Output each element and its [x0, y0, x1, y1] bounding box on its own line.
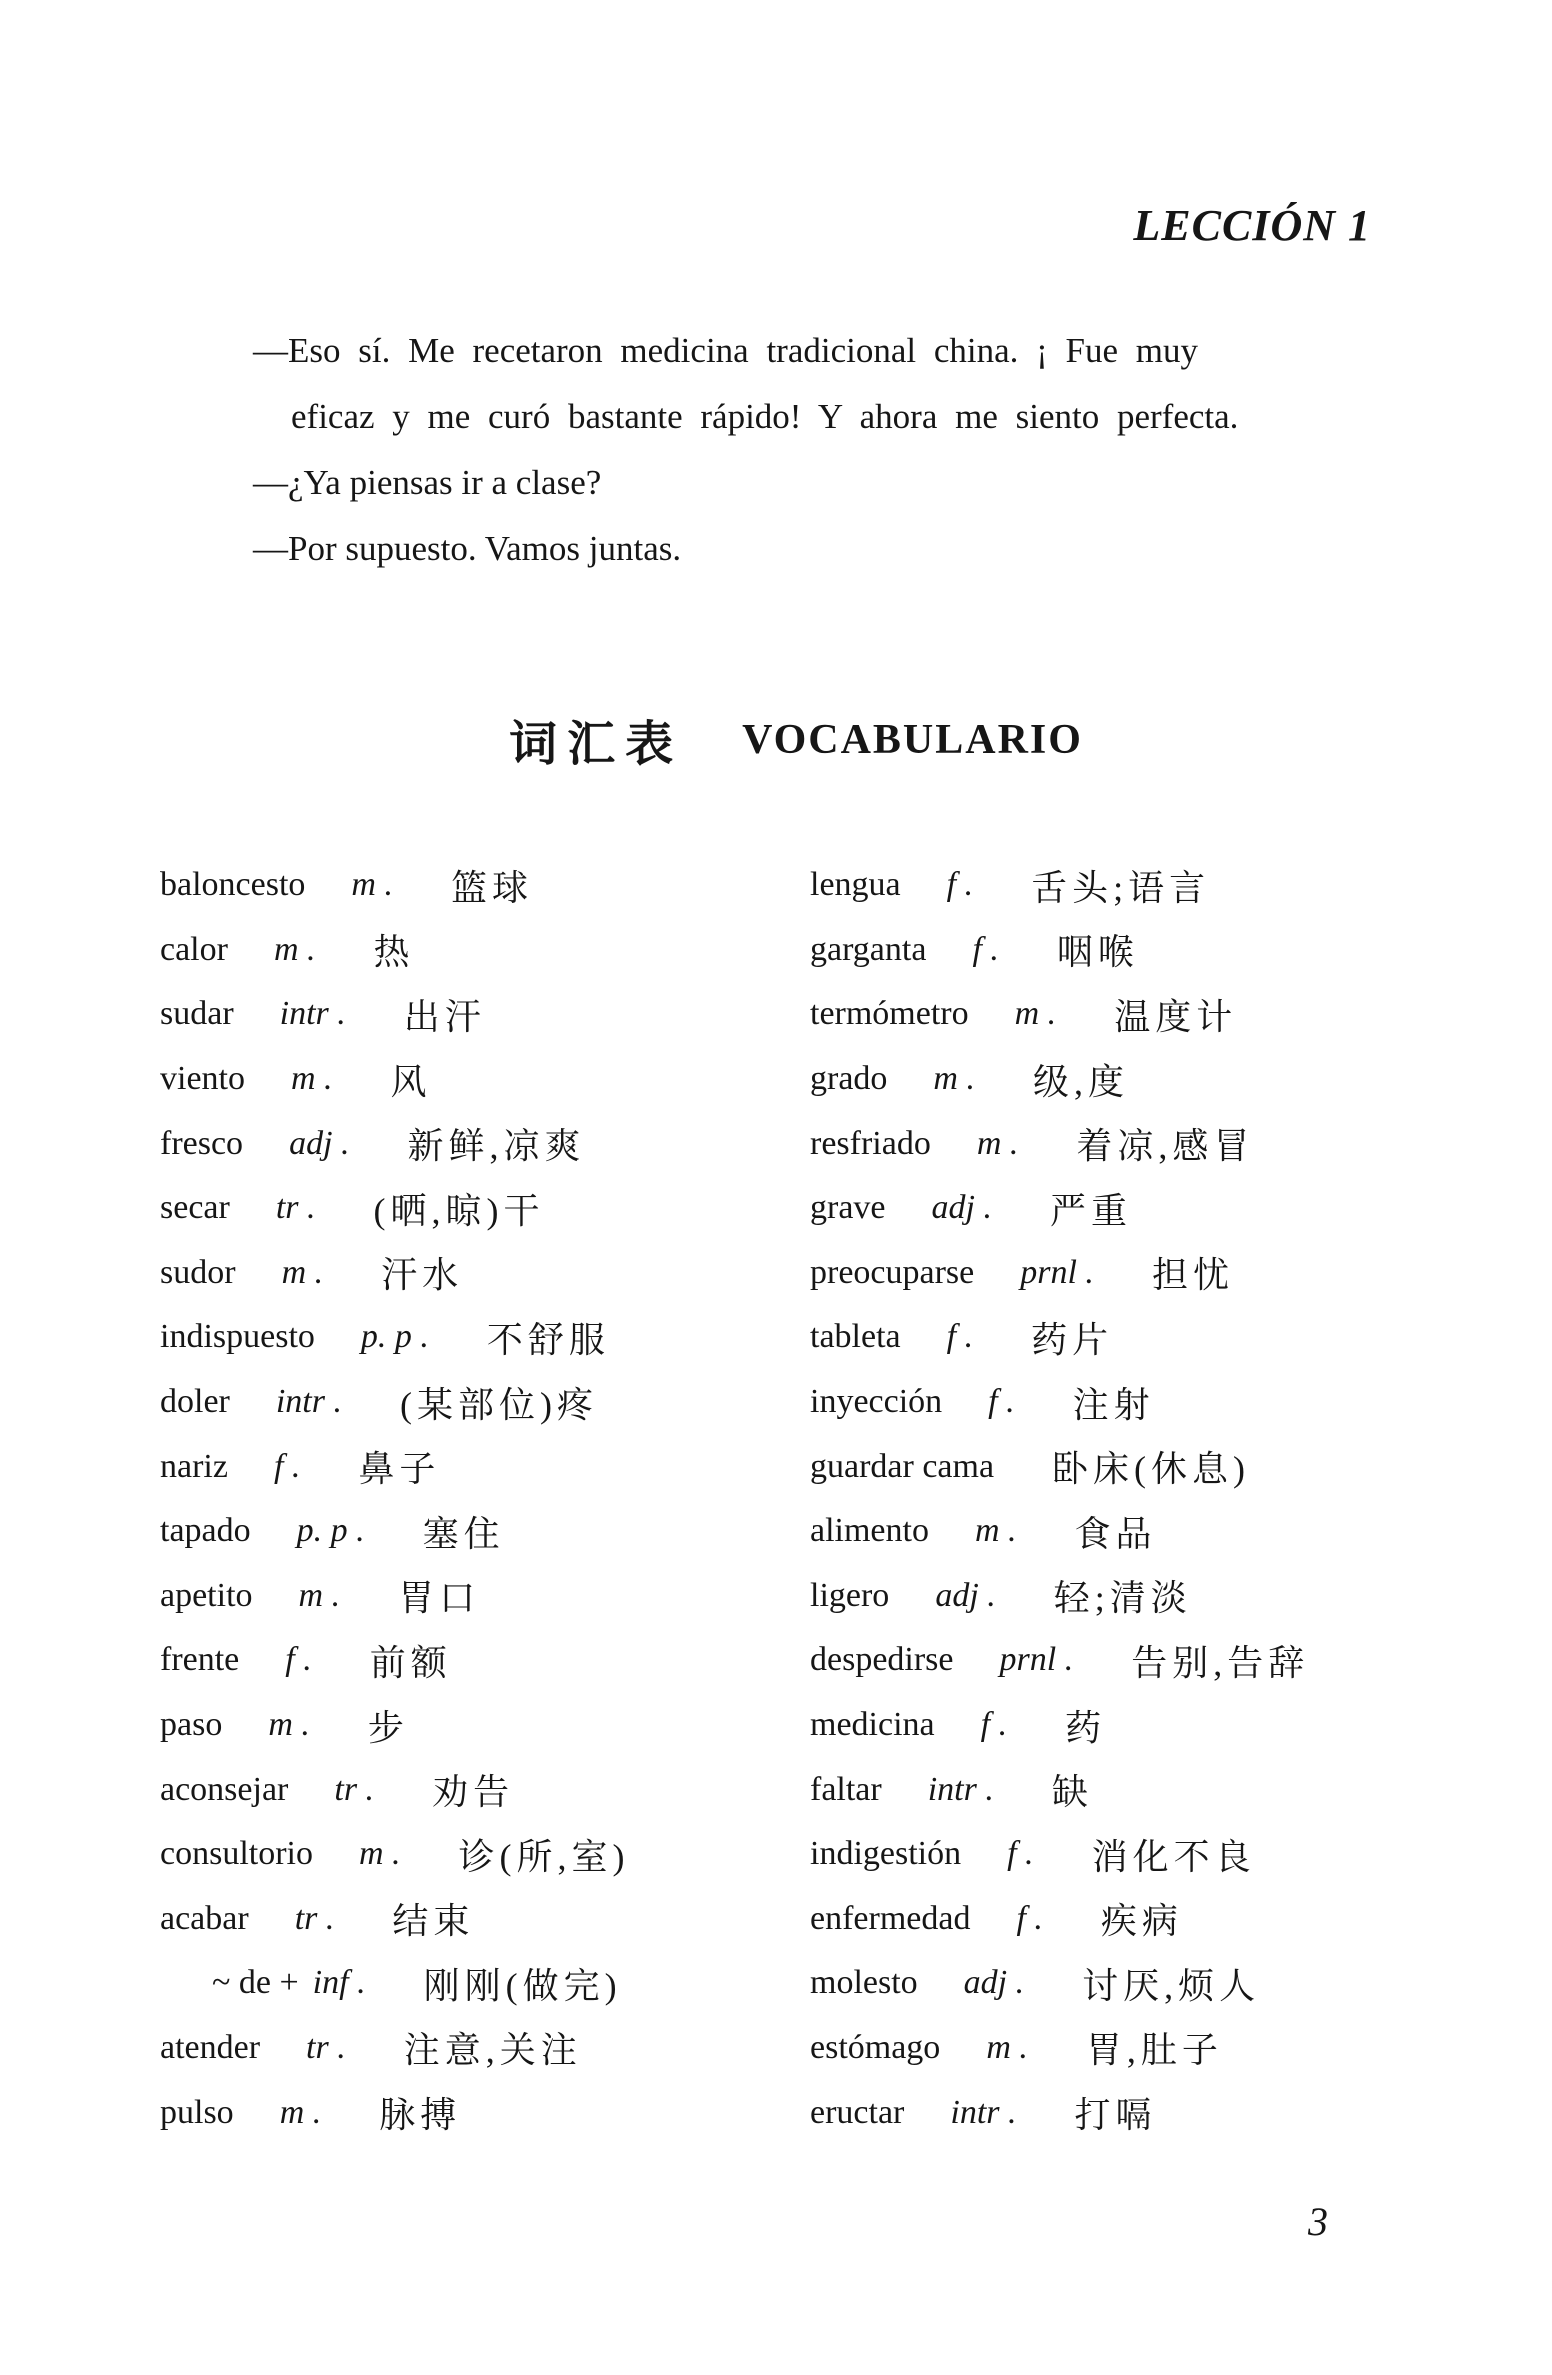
- vocab-gloss-chinese: 诊(所,室): [458, 1836, 630, 1877]
- vocab-gloss-chinese: 级,度: [1032, 1061, 1129, 1102]
- vocab-entry: [810, 1047, 1470, 1112]
- vocab-gloss-chinese: 着凉,感冒: [1076, 1126, 1255, 1167]
- vocab-entry: [160, 2080, 800, 2145]
- vocab-category: inf .: [312, 1964, 366, 2002]
- vocab-word: ligero: [810, 1576, 890, 1614]
- vocab-word: atender: [160, 2028, 261, 2066]
- vocab-category: m .: [351, 866, 393, 904]
- vocab-gloss-chinese: (某部位)疼: [399, 1384, 598, 1425]
- dialogue-line: —¿Ya piensas ir a clase?: [253, 463, 602, 502]
- vocab-gloss-chinese: 热: [373, 932, 415, 973]
- vocab-category: tr .: [306, 2028, 346, 2066]
- vocab-gloss-chinese: 不舒服: [486, 1319, 610, 1360]
- vocab-gloss-chinese: 汗水: [381, 1255, 464, 1296]
- vocab-entry: [810, 1111, 1470, 1176]
- vocab-word: paso: [160, 1706, 223, 1744]
- vocab-gloss-chinese: 注射: [1072, 1384, 1155, 1425]
- vocab-entry: [810, 1887, 1470, 1952]
- vocab-category: p. p .: [360, 1318, 429, 1356]
- vocab-category: adj .: [963, 1964, 1025, 2002]
- vocab-word: faltar: [810, 1770, 882, 1808]
- vocab-entry: [810, 2016, 1470, 2081]
- vocab-word: indispuesto: [160, 1318, 315, 1356]
- vocab-word: consultorio: [160, 1835, 313, 1873]
- dialogue-line: eficaz y me curó bastante rápido! Y ahora me siento perfecta.: [291, 397, 1239, 436]
- vocab-category: adj .: [935, 1576, 996, 1614]
- vocab-entry: [810, 1499, 1470, 1564]
- vocab-word: grado: [810, 1060, 888, 1098]
- vocab-word: tableta: [810, 1318, 901, 1356]
- vocab-category: f .: [1016, 1899, 1043, 1937]
- vocab-category: adj .: [289, 1124, 350, 1162]
- vocab-entry: [160, 1047, 800, 1112]
- vocab-gloss-chinese: 劝告: [432, 1772, 515, 1813]
- vocab-entry: [810, 853, 1470, 918]
- vocab-category: f .: [285, 1641, 312, 1679]
- vocab-word: doler: [160, 1383, 230, 1421]
- vocab-word: alimento: [810, 1512, 929, 1550]
- vocab-entry: [160, 1111, 800, 1176]
- vocab-category: intr .: [950, 2093, 1017, 2131]
- vocab-gloss-chinese: 担忧: [1151, 1255, 1234, 1296]
- vocab-entry: [160, 1822, 800, 1887]
- page-number: 3: [1308, 2199, 1328, 2244]
- vocab-category: m .: [986, 2028, 1028, 2066]
- vocab-word: viento: [160, 1060, 245, 1098]
- vocab-entry: [160, 1241, 800, 1306]
- vocab-entry: [810, 1564, 1470, 1629]
- vocab-word: resfriado: [810, 1124, 931, 1162]
- vocab-entry: [810, 2080, 1470, 2145]
- vocab-category: f .: [946, 866, 974, 904]
- vocab-entry: [810, 1176, 1470, 1241]
- vocab-entry: [160, 1693, 800, 1758]
- vocab-gloss-chinese: 舌头;语言: [1031, 867, 1211, 908]
- vocab-word: frente: [160, 1641, 240, 1679]
- vocab-gloss-chinese: 轻;清淡: [1053, 1578, 1192, 1619]
- vocab-entry: [160, 1499, 800, 1564]
- vocab-category: tr .: [275, 1189, 316, 1227]
- vocab-entry: [160, 1887, 800, 1952]
- vocab-word: tapado: [160, 1512, 251, 1550]
- vocab-entry: [160, 853, 800, 918]
- vocab-entry: [810, 1951, 1470, 2016]
- vocab-category: p. p .: [296, 1512, 365, 1550]
- vocab-title-chinese: 词汇表: [509, 718, 684, 771]
- vocab-entry: [810, 1822, 1470, 1887]
- vocab-entry: [160, 1434, 800, 1499]
- vocab-category: m .: [358, 1835, 401, 1873]
- vocab-gloss-chinese: 塞住: [422, 1513, 505, 1554]
- vocab-category: f .: [273, 1447, 301, 1485]
- vocab-category: m .: [290, 1060, 333, 1098]
- vocab-gloss-chinese: 脉搏: [379, 2095, 462, 2136]
- vocab-category: f .: [980, 1706, 1008, 1744]
- vocab-word: despedirse: [810, 1641, 954, 1679]
- vocab-gloss-chinese: 步: [367, 1707, 409, 1748]
- vocab-entry: [810, 1241, 1470, 1306]
- vocab-word: apetito: [160, 1576, 253, 1614]
- vocab-entry: [810, 982, 1470, 1047]
- vocab-category: adj .: [931, 1189, 992, 1227]
- vocab-gloss-chinese: 严重: [1049, 1190, 1132, 1231]
- vocab-category: m .: [281, 1253, 324, 1291]
- vocab-category: f .: [988, 1383, 1015, 1421]
- vocab-gloss-chinese: 结束: [392, 1901, 475, 1942]
- vocab-gloss-chinese: 温度计: [1114, 996, 1238, 1037]
- vocab-word: inyección: [810, 1383, 943, 1421]
- vocab-word: ~ de +: [212, 1964, 299, 2002]
- vocab-gloss-chinese: 打嗝: [1074, 2095, 1157, 2136]
- vocab-word: garganta: [810, 930, 927, 968]
- vocab-gloss-chinese: 注意,关注: [403, 2030, 582, 2071]
- vocab-word: grave: [810, 1189, 886, 1227]
- vocab-entry: [160, 1564, 800, 1629]
- vocab-section-title: [40, 705, 1552, 774]
- vocab-category: intr .: [275, 1383, 342, 1421]
- vocab-word: lengua: [810, 866, 901, 904]
- dialogue-line: —Por supuesto. Vamos juntas.: [253, 529, 682, 568]
- lesson-header: LECCIÓN 1: [1133, 201, 1371, 250]
- vocab-word: pulso: [160, 2093, 234, 2131]
- vocab-word: nariz: [160, 1447, 228, 1485]
- vocab-entry: [810, 1628, 1470, 1693]
- vocab-entry: [160, 2016, 800, 2081]
- vocab-gloss-chinese: 食品: [1074, 1513, 1157, 1554]
- vocab-entry: [810, 1305, 1470, 1370]
- vocab-gloss-chinese: 消化不良: [1091, 1836, 1256, 1877]
- vocab-category: intr .: [279, 995, 346, 1033]
- vocab-entry: [160, 918, 800, 983]
- vocab-gloss-chinese: 讨厌,烦人: [1082, 1965, 1261, 2006]
- vocab-gloss-chinese: 卧床(休息): [1052, 1449, 1251, 1490]
- vocab-word: sudar: [160, 995, 234, 1033]
- vocab-entry: [160, 1757, 800, 1822]
- vocab-gloss-chinese: 出汗: [403, 996, 486, 1037]
- vocab-gloss-chinese: 新鲜,凉爽: [407, 1126, 586, 1167]
- vocab-word: molesto: [810, 1964, 918, 2002]
- vocab-category: m .: [974, 1512, 1017, 1550]
- vocab-gloss-chinese: 告别,告辞: [1131, 1642, 1310, 1683]
- vocab-gloss-chinese: 药片: [1031, 1319, 1114, 1360]
- vocab-word: eructar: [810, 2093, 905, 2131]
- vocab-entry: [810, 1370, 1470, 1435]
- vocab-gloss-chinese: 胃,肚子: [1085, 2030, 1223, 2071]
- dialogue-block: [253, 318, 1428, 582]
- vocab-category: prnl .: [999, 1641, 1074, 1679]
- vocab-category: prnl .: [1020, 1253, 1094, 1291]
- vocab-entry: [160, 1176, 800, 1241]
- vocab-entry: [160, 1628, 800, 1693]
- vocab-gloss-chinese: 缺: [1051, 1772, 1093, 1813]
- vocab-word: preocuparse: [810, 1253, 975, 1291]
- vocab-entry: [810, 1757, 1470, 1822]
- vocab-entry: [160, 1370, 800, 1435]
- vocab-category: tr .: [334, 1770, 375, 1808]
- vocab-entry: [810, 1434, 1470, 1499]
- vocab-word: aconsejar: [160, 1770, 289, 1808]
- vocab-gloss-chinese: 风: [390, 1061, 432, 1102]
- vocab-category: m .: [1014, 995, 1057, 1033]
- vocab-category: f .: [972, 930, 999, 968]
- vocab-gloss-chinese: 疾病: [1100, 1901, 1183, 1942]
- vocab-word: medicina: [810, 1706, 935, 1744]
- vocab-category: m .: [279, 2093, 322, 2131]
- vocab-entry: [810, 1693, 1470, 1758]
- vocab-gloss-chinese: 鼻子: [358, 1449, 441, 1490]
- vocab-word: termómetro: [810, 995, 969, 1033]
- vocab-category: f .: [1007, 1835, 1034, 1873]
- vocab-title-spanish: VOCABULARIO: [742, 716, 1083, 763]
- vocab-gloss-chinese: (晒,晾)干: [373, 1190, 545, 1231]
- vocab-category: m .: [268, 1706, 310, 1744]
- vocab-gloss-chinese: 药: [1065, 1707, 1107, 1748]
- dialogue-line: —Eso sí. Me recetaron medicina tradicional china. ¡ Fue muy: [253, 331, 1199, 370]
- vocab-word: sudor: [160, 1253, 236, 1291]
- vocab-word: guardar cama: [810, 1447, 995, 1485]
- vocab-column-left: [160, 853, 800, 2145]
- vocab-category: m .: [298, 1576, 341, 1614]
- vocab-category: intr .: [927, 1770, 994, 1808]
- vocab-gloss-chinese: 咽喉: [1056, 932, 1139, 973]
- vocab-gloss-chinese: 前额: [369, 1642, 452, 1683]
- vocab-gloss-chinese: 篮球: [450, 867, 533, 908]
- vocab-word: estómago: [810, 2028, 941, 2066]
- vocab-entry: [810, 918, 1470, 983]
- vocab-category: m .: [976, 1124, 1019, 1162]
- vocab-entry: [212, 1951, 800, 2016]
- vocab-category: f .: [946, 1318, 974, 1356]
- vocab-category: m .: [273, 930, 316, 968]
- vocab-word: enfermedad: [810, 1899, 971, 1937]
- vocab-category: tr .: [294, 1899, 335, 1937]
- vocab-word: calor: [160, 930, 228, 968]
- vocab-entry: [160, 1305, 800, 1370]
- vocab-category: m .: [933, 1060, 975, 1098]
- vocab-word: acabar: [160, 1899, 249, 1937]
- vocab-word: fresco: [160, 1124, 244, 1162]
- vocab-gloss-chinese: 胃口: [398, 1578, 481, 1619]
- vocab-word: baloncesto: [160, 866, 306, 904]
- vocab-gloss-chinese: 刚刚(做完): [423, 1965, 622, 2006]
- vocab-word: secar: [160, 1189, 230, 1227]
- vocab-entry: [160, 982, 800, 1047]
- vocab-column-right: [810, 853, 1470, 2145]
- vocab-word: indigestión: [810, 1835, 962, 1873]
